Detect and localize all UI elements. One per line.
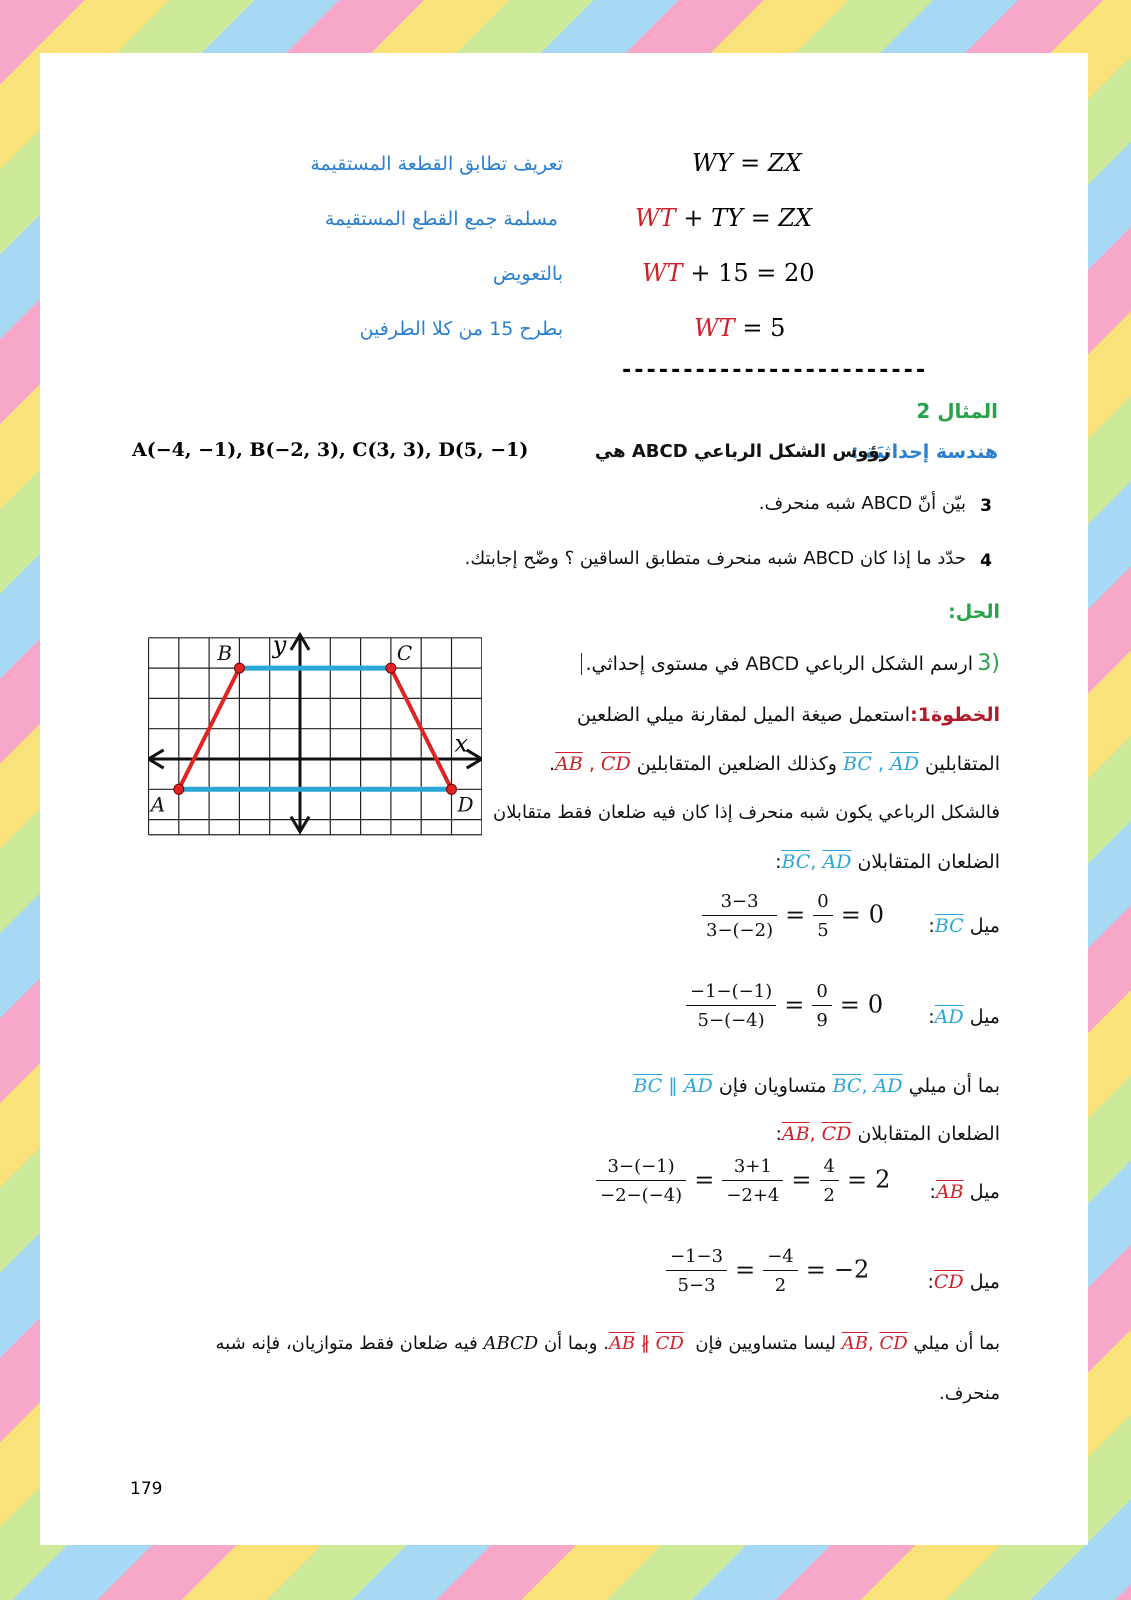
example-topic: هندسة إحداثيَة : — [850, 441, 998, 463]
x-axis-label: x — [454, 729, 469, 758]
slope-ab-equation: $\frac{3-(-1)}{-2-(-4)}$ = $\frac{3+1}{-2+4}$ = $\frac{4}{2}$ = 2 — [596, 1156, 890, 1206]
opp-ab-cd-label: الضلعان المتقابلان AB, CD: — [775, 1123, 1000, 1145]
step3-number: 3) — [977, 651, 1000, 676]
vertex-label-b: B — [217, 641, 233, 666]
slope-ad-equation: $\frac{-1-(-1)}{5-(-4)}$ = $\frac{0}{9}$ = 0 — [686, 981, 883, 1031]
example-statement: رؤوس الشكل الرباعي ABCD هي — [594, 441, 890, 462]
slope-bc-equation: $\frac{3-3}{3-(-2)}$ = $\frac{0}{5}$ = 0 — [702, 891, 884, 941]
proof-statement-2: WT + TY = ZX — [635, 204, 813, 232]
step1-label: الخطوة1: — [910, 704, 1000, 726]
example-vertices: A(−4, −1), B(−2, 3), C(3, 3), D(5, −1) — [132, 439, 529, 461]
q4-text: حدّد ما إذا كان ABCD شبه منحرف متطابق الساقين ؟ وضّح إجابتك. — [464, 548, 966, 569]
proof-reason-2: مسلمة جمع القطع المستقيمة — [324, 208, 558, 230]
proof-statement-4: WT = 5 — [694, 314, 786, 342]
vertex-b — [234, 663, 244, 673]
vertex-a — [174, 784, 184, 794]
q3-number: 3 — [980, 496, 992, 516]
separator-line: ------------------------- — [620, 358, 927, 383]
q3-text: بيّن أنّ ABCD شبه منحرف. — [758, 493, 966, 514]
trapezoid-definition: فالشكل الرباعي يكون شبه منحرف إذا كان فيه ضلعان فقط متقابلان — [492, 802, 1000, 823]
page-number: 179 — [130, 1479, 163, 1499]
proof-reason-4: بطرح 15 من كلا الطرفين — [359, 318, 563, 340]
vertex-label-d: D — [457, 792, 474, 817]
slope-ab-label: ميل AB: — [929, 1181, 1000, 1203]
y-axis-label: y — [272, 630, 287, 659]
pairs-line: المتقابلين $\overline{BC}$ , $\overline{AD}$ وكذلك الضلعين المتقابلين $\overline{AB}$ , $\overline{CD}$. — [549, 753, 1000, 775]
vertex-c — [386, 663, 396, 673]
slope-cd-equation: $\frac{-1-3}{5-3}$ = $\frac{-4}{2}$ = −2 — [666, 1246, 869, 1296]
bc-ad-parallel-line: بما أن ميلي BC, AD متساويان فإن $\overline{BC}$ ∥ $\overline{AD}$ — [633, 1075, 1000, 1097]
coordinate-graph — [148, 603, 482, 839]
conclusion-line-2: منحرف. — [938, 1383, 1000, 1404]
slope-cd-label: ميل CD: — [927, 1271, 1000, 1293]
opp-bc-ad-label: الضلعان المتقابلان BC, AD: — [775, 851, 1000, 873]
slope-ad-label: ميل AD: — [928, 1006, 1000, 1028]
step1-text: استعمل صيغة الميل لمقارنة ميلي الضلعين — [576, 704, 910, 726]
vertex-label-a: A — [150, 792, 166, 817]
page — [40, 53, 1088, 1545]
conclusion-line-1: بما أن ميلي AB, CD ليسا متساويين فإن $\overline{AB}$ ∦ $\overline{CD}$ . وبما أن ABCD فيه ضلعان فقط متوازيان، فإنه شبه — [215, 1333, 1000, 1354]
proof-statement-3: WT + 15 = 20 — [642, 259, 815, 287]
solution-heading: الحل: — [948, 601, 1000, 623]
vertex-label-c: C — [396, 641, 413, 666]
step3-text: ارسم الشكل الرباعي ABCD في مستوى إحداثي. — [581, 653, 973, 675]
vertex-d — [447, 784, 457, 794]
proof-reason-3: بالتعويض — [492, 263, 563, 285]
slope-bc-label: ميل BC: — [928, 915, 1000, 937]
proof-reason-1: تعريف تطابق القطعة المستقيمة — [310, 153, 563, 175]
example-title: المثال 2 — [916, 399, 998, 423]
q4-number: 4 — [980, 551, 992, 571]
proof-statement-1: WY = ZX — [692, 149, 802, 177]
